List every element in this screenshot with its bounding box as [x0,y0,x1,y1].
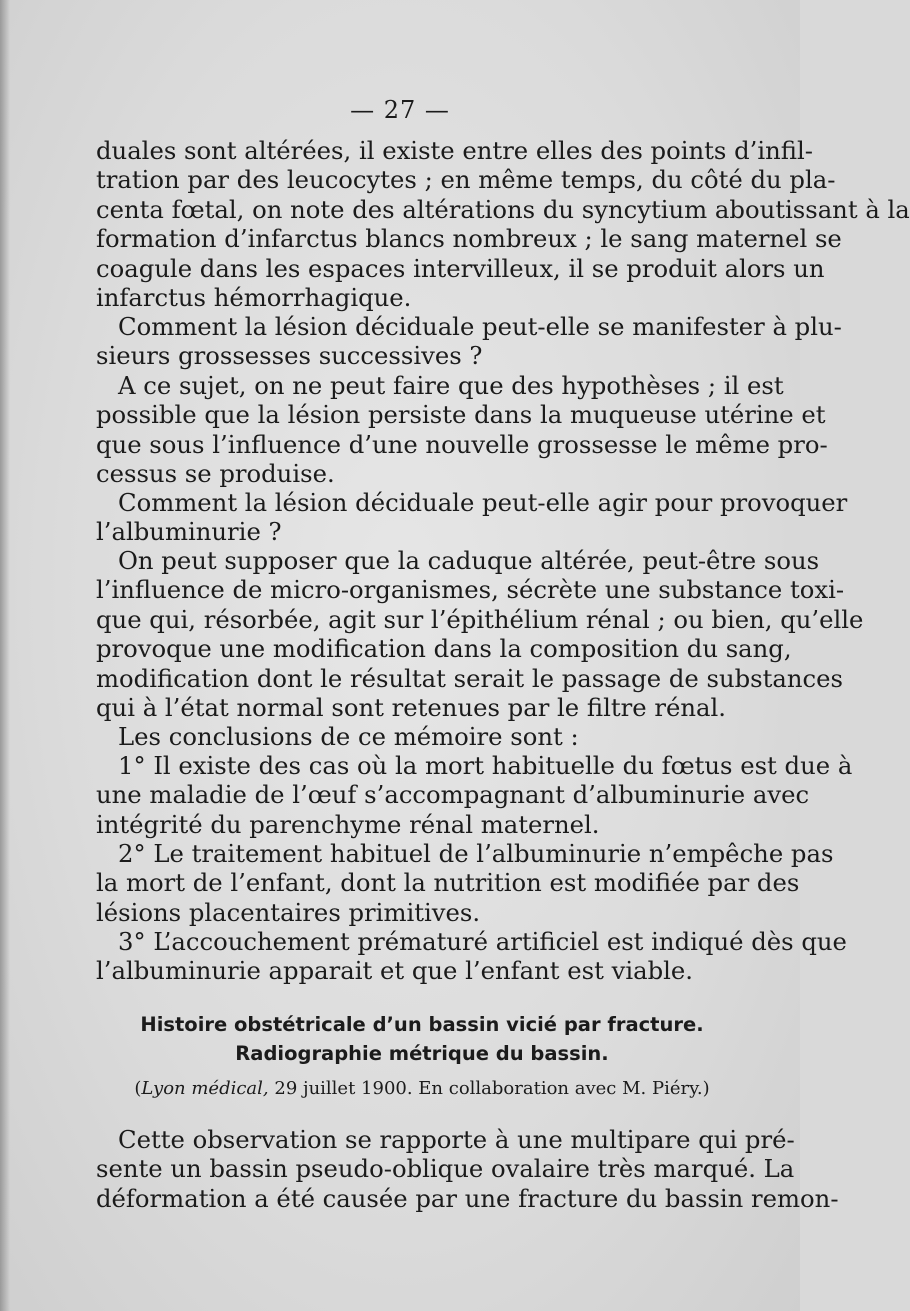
text-line: 1° Il existe des cas où la mort habituelle du fœtus est due à [118,751,853,780]
citation-journal: Lyon médical, [141,1078,269,1099]
citation [96,1077,748,1101]
text-line: sente un bassin pseudo-oblique ovalaire très marqué. La [96,1154,795,1184]
paragraph-observation [96,1125,839,1213]
text-line: cessus se produise. [96,459,335,489]
section-title [96,1010,748,1068]
conclusion-1 [96,751,853,839]
text-line: la mort de l’enfant, dont la nutrition est modifiée par des [96,868,800,898]
text-line: Cette observation se rapporte à une multipare qui pré- [118,1125,795,1154]
paragraph-conclusions-intro [96,722,748,751]
text-line: 3° L’accouchement prématuré artificiel est indiqué dès que [118,927,847,956]
page-number: — 27 — [350,96,450,124]
text-line: Comment la lésion déciduale peut-elle agir pour provoquer [118,488,848,517]
paragraph-question-albuminuria [96,488,848,547]
text-line: A ce sujet, on ne peut faire que des hypothèses ; il est [118,371,784,400]
text-line: l’albuminurie ? [96,517,282,547]
text-line: possible que la lésion persiste dans la muqueuse utérine et [96,400,826,430]
conclusion-2 [96,839,834,927]
text-line: tration par des leucocytes ; en même temps, du côté du pla- [96,165,836,195]
paragraph-continued [96,136,910,313]
paragraph-question-repeat [96,312,842,371]
text-line: que qui, résorbée, agit sur l’épithélium rénal ; ou bien, qu’elle [96,604,864,634]
text-line: l’influence de micro-organismes, sécrète une substance toxi- [96,575,845,605]
text-line: sieurs grossesses successives ? [96,341,483,371]
text-line: lésions placentaires primitives. [96,897,481,927]
text-line: On peut supposer que la caduque altérée, peut-être sous [118,546,820,575]
text-line: qui à l’état normal sont retenues par le filtre rénal. [96,693,726,723]
text-line: une maladie de l’œuf s’accompagnant d’albuminurie avec [96,780,810,810]
text-line: infarctus hémorrhagique. [96,283,412,313]
text-line: Les conclusions de ce mémoire sont : [118,722,579,751]
text-line: provoque une modification dans la composition du sang, [96,634,792,664]
text-line: déformation a été causée par une fracture du bassin remon- [96,1183,839,1213]
conclusion-3 [96,927,847,986]
text-line: duales sont altérées, il existe entre elles des points d’infil- [96,136,813,165]
text-line: formation d’infarctus blancs nombreux ; le sang maternel se [96,224,842,254]
text-line: centa fœtal, on note des altérations du syncytium aboutissant à la [96,194,910,224]
section-title-line: Radiographie métrique du bassin. [235,1042,609,1065]
paragraph-hypotheses [96,371,828,489]
text-line: que sous l’influence d’une nouvelle grossesse le même pro- [96,429,828,459]
paragraph-supposition [96,546,864,723]
text-line: coagule dans les espaces intervilleux, il se produit alors un [96,253,825,283]
text-line: 2° Le traitement habituel de l’albuminurie n’empêche pas [118,839,834,868]
citation-open: ( [134,1078,142,1099]
text-line: Comment la lésion déciduale peut-elle se manifester à plu- [118,312,842,341]
text-line: l’albuminurie apparait et que l’enfant est viable. [96,956,694,986]
text-line: intégrité du parenchyme rénal maternel. [96,809,600,839]
section-title-line: Histoire obstétricale d’un bassin vicié par fracture. [140,1013,704,1036]
page-shadow-edge [0,0,10,1311]
citation-details: 29 juillet 1900. En collaboration avec M. Piéry.) [268,1078,710,1099]
text-line: modification dont le résultat serait le passage de substances [96,663,843,693]
